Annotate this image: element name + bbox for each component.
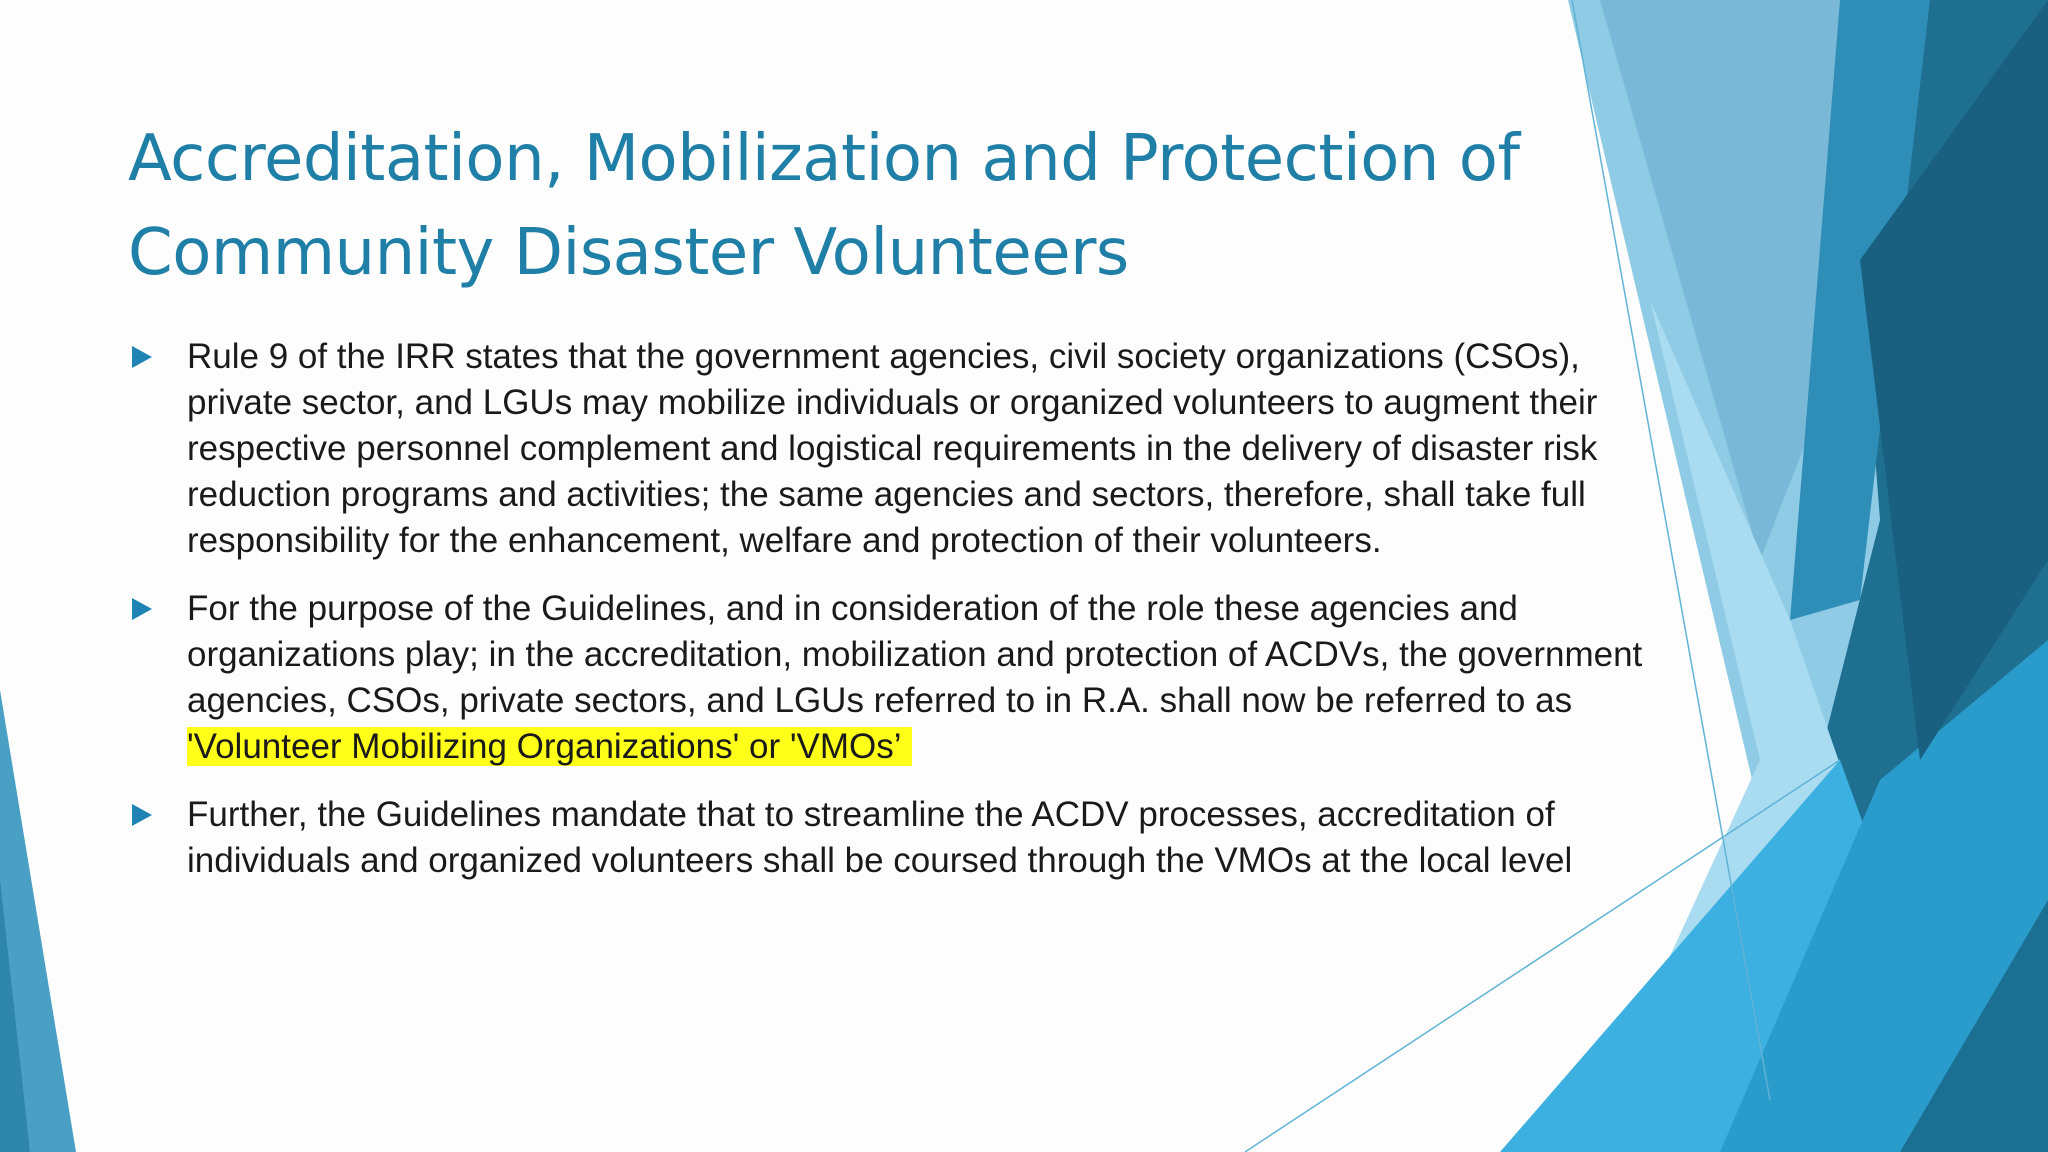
bullet-line: private sector, and LGUs may mobilize individuals or organized volunteers to augment their: [187, 383, 1598, 422]
bullet-item-rule-9: [128, 334, 1808, 564]
bullet-item-streamline: [128, 792, 1808, 884]
bullet-line: reduction programs and activities; the same agencies and sectors, therefore, shall take full: [187, 475, 1586, 514]
title-line-2: Community Disaster Volunteers: [128, 216, 1129, 290]
title-line-1: Accreditation, Mobilization and Protection of: [128, 122, 1520, 196]
bullet-line: Rule 9 of the IRR states that the government agencies, civil society organizations (CSOs),: [187, 337, 1580, 376]
triangle-right-icon: [132, 804, 152, 826]
triangle-right-icon: [132, 598, 152, 620]
bullet-line: agencies, CSOs, private sectors, and LGUs referred to in R.A. shall now be referred to as: [187, 681, 1573, 720]
bullet-line: For the purpose of the Guidelines, and in consideration of the role these agencies and: [187, 589, 1518, 628]
bullet-line: Further, the Guidelines mandate that to streamline the ACDV processes, accreditation of: [187, 795, 1555, 834]
slide-title: [128, 112, 1628, 300]
bullet-line: responsibility for the enhancement, welfare and protection of their volunteers.: [187, 521, 1382, 560]
bullet-item-guidelines-purpose: [128, 586, 1808, 770]
bullet-line: individuals and organized volunteers shall be coursed through the VMOs at the local level: [187, 841, 1573, 880]
bullet-line: respective personnel complement and logistical requirements in the delivery of disaster risk: [187, 429, 1598, 468]
bullet-list: [128, 334, 1808, 906]
triangle-right-icon: [132, 346, 152, 368]
highlighted-vmo-definition: 'Volunteer Mobilizing Organizations' or 'VMOs’: [187, 727, 912, 766]
bullet-line: organizations play; in the accreditation, mobilization and protection of ACDVs, the government: [187, 635, 1643, 674]
